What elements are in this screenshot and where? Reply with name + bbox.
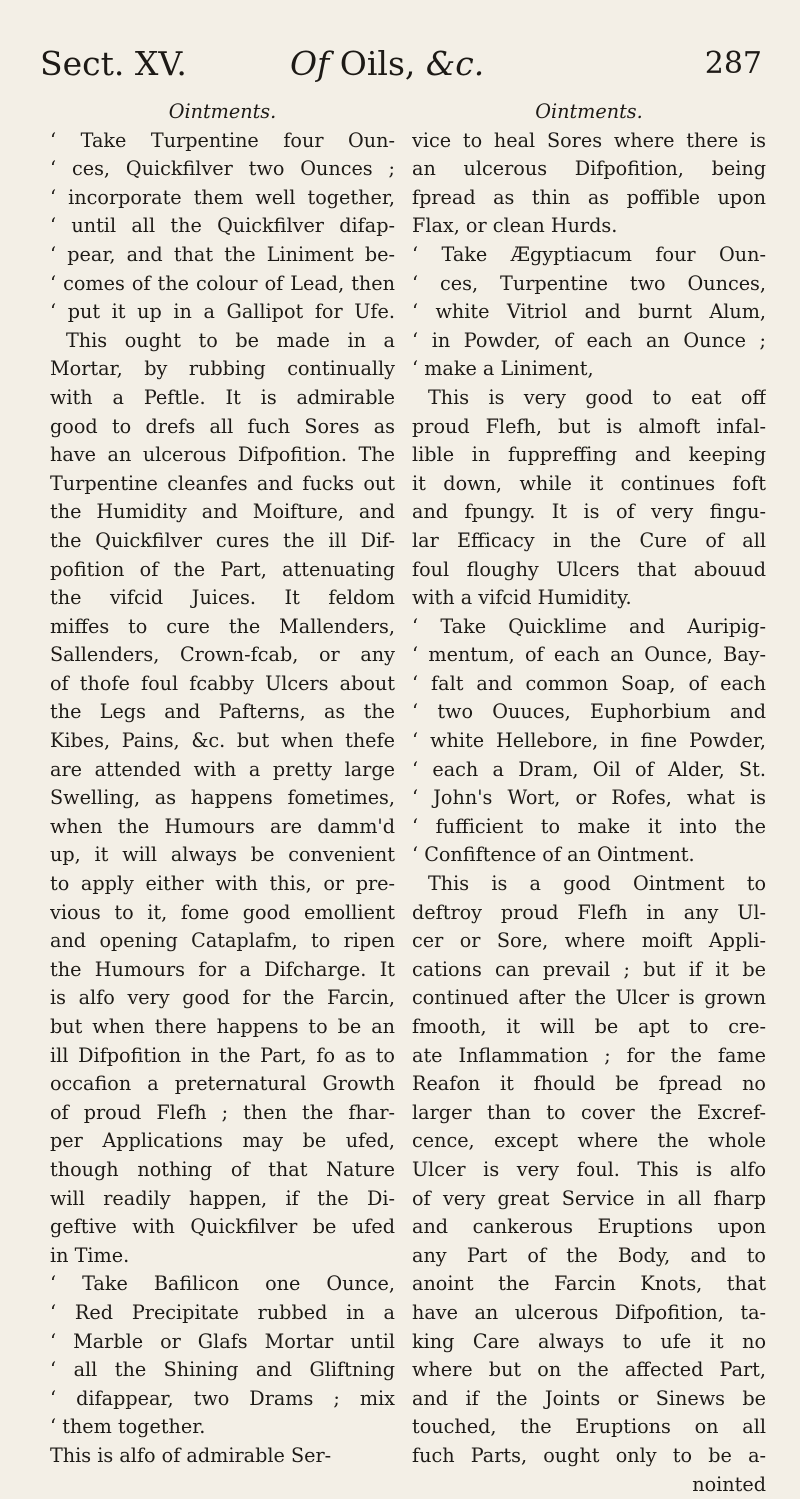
text-line: ‘ Marble or Glafs Mortar until (50, 1328, 395, 1357)
text-line: Swelling, as happens fometimes, (50, 784, 395, 813)
text-line: ‘ until all the Quickfilver difap- (50, 212, 395, 241)
text-line: ‘ them together. (50, 1413, 395, 1442)
text-line: ‘ difappear, two Drams ; mix (50, 1385, 395, 1414)
text-line: Kibes, Pains, &c. but when thefe (50, 727, 395, 756)
text-line: will readily happen, if the Di- (50, 1185, 395, 1214)
text-line: ‘ pear, and that the Liniment be- (50, 241, 395, 270)
text-line: in Time. (50, 1242, 395, 1271)
text-line: with a vifcid Humidity. (412, 584, 766, 613)
running-head: Ointments. (412, 98, 766, 127)
text-line: fmooth, it will be apt to cre- (412, 1013, 766, 1042)
text-line: have an ulcerous Difpofition, ta- (412, 1299, 766, 1328)
text-line: and if the Joints or Sinews be (412, 1385, 766, 1414)
text-line: ‘ Red Precipitate rubbed in a (50, 1299, 395, 1328)
title-etc: &c. (426, 44, 484, 83)
text-line: ‘ each a Dram, Oil of Alder, St. (412, 756, 766, 785)
text-line: the Humidity and Moifture, and (50, 498, 395, 527)
text-line: geftive with Quickfilver be ufed (50, 1213, 395, 1242)
text-line: ate Inflammation ; for the fame (412, 1042, 766, 1071)
text-line: lar Efficacy in the Cure of all (412, 527, 766, 556)
text-line: ‘ white Hellebore, in fine Powder, (412, 727, 766, 756)
text-line: the Legs and Pafterns, as the (50, 698, 395, 727)
text-line: an ulcerous Difpofition, being (412, 155, 766, 184)
text-line: Mortar, by rubbing continually (50, 355, 395, 384)
text-line: ‘ make a Liniment, (412, 355, 766, 384)
text-line: ‘ Take Turpentine four Oun- (50, 127, 395, 156)
page-header (40, 44, 762, 94)
text-line: Reafon it fhould be fpread no (412, 1070, 766, 1099)
text-line: the Quickfilver cures the ill Dif- (50, 527, 395, 556)
text-line: and fpungy. It is of very fingu- (412, 498, 766, 527)
text-line: Turpentine cleanfes and fucks out (50, 470, 395, 499)
title-of: Of (290, 44, 329, 83)
text-line: to apply either with this, or pre- (50, 870, 395, 899)
text-line: and cankerous Eruptions upon (412, 1213, 766, 1242)
section-label: Sect. XV. (40, 44, 187, 83)
text-line: larger than to cover the Excref- (412, 1099, 766, 1128)
text-line: fpread as thin as poffible upon (412, 184, 766, 213)
text-line: ‘ all the Shining and Gliftning (50, 1356, 395, 1385)
text-line: touched, the Eruptions on all (412, 1413, 766, 1442)
text-line: ‘ in Powder, of each an Ounce ; (412, 327, 766, 356)
text-line: ‘ incorporate them well together, (50, 184, 395, 213)
text-line: Flax, or clean Hurds. (412, 212, 766, 241)
text-line: up, it will always be convenient (50, 841, 395, 870)
running-head: Ointments. (50, 98, 395, 127)
text-line: anoint the Farcin Knots, that (412, 1270, 766, 1299)
text-line: cence, except where the whole (412, 1127, 766, 1156)
text-line: the Humours for a Difcharge. It (50, 956, 395, 985)
text-line: This is a good Ointment to (412, 870, 766, 899)
text-line: the vifcid Juices. It feldom (50, 584, 395, 613)
text-line: ‘ put it up in a Gallipot for Ufe. (50, 298, 395, 327)
text-line: ‘ mentum, of each an Ounce, Bay- (412, 641, 766, 670)
text-line: and opening Cataplafm, to ripen (50, 927, 395, 956)
text-line: miffes to cure the Mallenders, (50, 613, 395, 642)
text-line: continued after the Ulcer is grown (412, 984, 766, 1013)
text-line: any Part of the Body, and to (412, 1242, 766, 1271)
text-line: This is alfo of admirable Ser- (50, 1442, 395, 1471)
text-line: of thofe foul fcabby Ulcers about (50, 670, 395, 699)
text-line: ‘ Take Ægyptiacum four Oun- (412, 241, 766, 270)
text-line: occafion a preternatural Growth (50, 1070, 395, 1099)
text-line: when the Humours are damm'd (50, 813, 395, 842)
text-line: pofition of the Part, attenuating (50, 556, 395, 585)
text-line: ‘ white Vitriol and burnt Alum, (412, 298, 766, 327)
text-line: proud Flefh, but is almoft infal- (412, 413, 766, 442)
text-line: of very great Service in all fharp (412, 1185, 766, 1214)
title-main: Oils, (340, 44, 416, 83)
text-line: per Applications may be ufed, (50, 1127, 395, 1156)
left-column (50, 98, 395, 1471)
text-line: ‘ falt and common Soap, of each (412, 670, 766, 699)
text-line: ‘ John's Wort, or Rofes, what is (412, 784, 766, 813)
text-line: where but on the affected Part, (412, 1356, 766, 1385)
text-line: fuch Parts, ought only to be a- (412, 1442, 766, 1471)
text-line: This ought to be made in a (50, 327, 395, 356)
text-line: nointed (412, 1471, 766, 1499)
text-line: cer or Sore, where moift Appli- (412, 927, 766, 956)
text-line: are attended with a pretty large (50, 756, 395, 785)
text-line: ill Difpofition in the Part, fo as to (50, 1042, 395, 1071)
text-line: ‘ Take Bafilicon one Ounce, (50, 1270, 395, 1299)
text-line: ‘ fufficient to make it into the (412, 813, 766, 842)
text-line: foul floughy Ulcers that abouud (412, 556, 766, 585)
text-line: Sallenders, Crown-fcab, or any (50, 641, 395, 670)
text-line: it down, while it continues foft (412, 470, 766, 499)
right-column (412, 98, 766, 1499)
text-line: with a Peftle. It is admirable (50, 384, 395, 413)
text-line: have an ulcerous Difpofition. The (50, 441, 395, 470)
text-line: ‘ Take Quicklime and Auripig- (412, 613, 766, 642)
text-line: good to drefs all fuch Sores as (50, 413, 395, 442)
text-line: ‘ comes of the colour of Lead, then (50, 270, 395, 299)
text-line: king Care always to ufe it no (412, 1328, 766, 1357)
text-line: though nothing of that Nature (50, 1156, 395, 1185)
text-line: cations can prevail ; but if it be (412, 956, 766, 985)
text-line: Ulcer is very foul. This is alfo (412, 1156, 766, 1185)
text-line: of proud Flefh ; then the fhar- (50, 1099, 395, 1128)
text-line: This is very good to eat off (412, 384, 766, 413)
text-line: vice to heal Sores where there is (412, 127, 766, 156)
page-number: 287 (705, 46, 762, 81)
text-line: lible in fuppreffing and keeping (412, 441, 766, 470)
text-line: deftroy proud Flefh in any Ul- (412, 899, 766, 928)
text-line: ‘ ces, Quickfilver two Ounces ; (50, 155, 395, 184)
text-line: vious to it, fome good emollient (50, 899, 395, 928)
text-line: but when there happens to be an (50, 1013, 395, 1042)
text-line: ‘ Confiftence of an Ointment. (412, 841, 766, 870)
text-line: ‘ two Ouuces, Euphorbium and (412, 698, 766, 727)
text-line: ‘ ces, Turpentine two Ounces, (412, 270, 766, 299)
text-line: is alfo very good for the Farcin, (50, 984, 395, 1013)
chapter-title (290, 44, 484, 83)
